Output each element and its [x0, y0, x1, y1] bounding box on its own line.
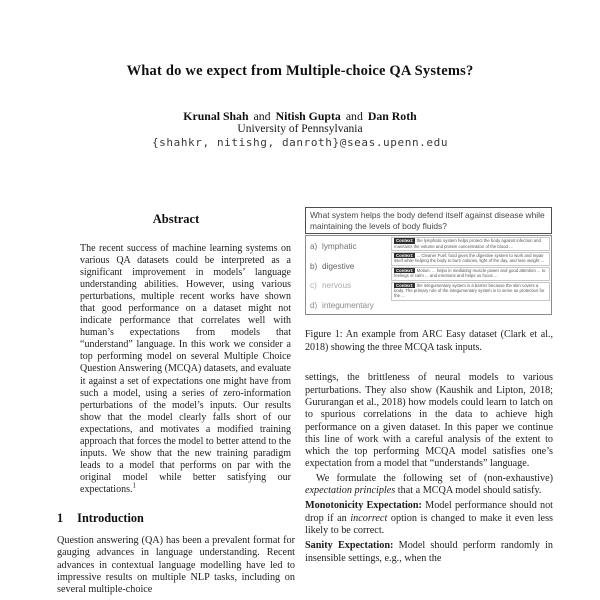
option-row-a [310, 242, 387, 251]
figure-options-box [306, 236, 391, 314]
paragraph-text: We formulate the following set of (non-exhaustive) [316, 472, 553, 484]
section-number: 1 [57, 510, 64, 525]
context-item-b [391, 252, 550, 266]
option-key: d) [310, 300, 318, 310]
paragraph-expectation-principles [305, 473, 553, 498]
footnote-marker: 1 [132, 481, 136, 490]
context-text: Motion: ... helps in mediating muscle power and good attention ... to feelings of calm ... and emotions and helps us focus ... [394, 267, 546, 279]
option-text: digestive [322, 261, 355, 271]
context-item-c [391, 267, 550, 281]
figure-question-box [305, 207, 552, 234]
author-name: Nitish Gupta [275, 109, 341, 123]
context-label: Context: [396, 282, 414, 288]
context-text: the lymphatic system helps protect the body against infection and maintains the volume and protein concentration of the blood ... [394, 238, 541, 249]
abstract-heading: Abstract [152, 212, 200, 226]
affiliation: University of Pennsylvania [237, 123, 363, 135]
left-column [57, 212, 295, 596]
context-text: the integumentary system is a barrier because the skin covers a body. The primary role of the integumentary system is to serve as protection for the ... [394, 282, 545, 299]
expectation-principles-italic: expectation principles [305, 485, 396, 497]
figure-question: What system helps the body defend itself against disease while maintaining the levels of body fluids? [310, 210, 545, 231]
paragraph-settings-brittleness: settings, the brittleness of neural models to various perturbations. They also show (Kaushik and Lipton, 2018; Gururangan et al., 2018) how models could learn to latch on to spurious correlations in the data to achieve high performance on a given dataset. In this paper we continue this line of work with a careful analysis of the extent to which the top performing MCQA model satisfies one’s expectation from a model that “understands” language. [305, 372, 553, 470]
abstract-body: The recent success of machine learning systems on various QA datasets could be interpreted as a significant improvement in models’ language understanding abilities. However, using various perturbations, multiple recent works have shown that good performance on a dataset might not indicate performance that correlates well with human’s expectations from models that “understand” language. In this work we consider a top performing model on several Multiple Choice Question Answering (MCQA) datasets, and evaluate it against a set of expectations one might have from such a model, using a series of zero-information perturbations of the model’s inputs. Our results show that the model clearly falls short of our expectations, and motivates a modified training approach that forces the model to better attend to the inputs. We show that the new training paradigm leads to a model that performs on par with the original model while better satisfying our expectations. [80, 243, 291, 495]
section-title: Introduction [77, 510, 144, 525]
option-text: nervous [322, 281, 352, 291]
option-row-c [310, 281, 387, 290]
option-key: c) [310, 281, 317, 291]
figure-options-contexts-box [305, 235, 552, 315]
email-line: {shahkr, nitishg, danroth}@seas.upenn.edu [151, 136, 449, 149]
right-column [305, 207, 553, 565]
section-heading-introduction [57, 511, 295, 526]
context-label: Context: [396, 267, 414, 273]
and-separator: and [345, 109, 363, 123]
paragraph-text: option is changed to make it even less likely to be correct. [305, 512, 553, 536]
option-text: lymphatic [322, 242, 357, 252]
option-text: integumentary [322, 300, 374, 310]
paragraph-text: that a MCQA model should satisfy. [395, 485, 542, 497]
paragraph-text: Model should perform randomly in insensible settings, e.g., when the [305, 540, 554, 564]
paper-title: What do we expect from Multiple-choice QA Systems? [126, 63, 474, 79]
monotonicity-term: Monotonicity Expectation: [305, 500, 422, 512]
option-row-b [310, 262, 387, 271]
sanity-term: Sanity Expectation: [305, 540, 394, 552]
paragraph-sanity-expectation [305, 540, 553, 565]
context-label: Context: [396, 253, 414, 258]
authors-line [0, 109, 600, 124]
option-key: b) [310, 261, 318, 271]
incorrect-italic: incorrect [350, 512, 388, 524]
abstract-text [80, 243, 291, 496]
option-row-d [310, 301, 387, 310]
figure-caption: Figure 1: An example from ARC Easy dataset (Clark et al., 2018) showing the three MCQA task inputs. [305, 329, 553, 353]
figure-1 [305, 207, 553, 354]
context-item-a [391, 237, 550, 251]
context-item-d [391, 282, 550, 301]
author-name: Dan Roth [367, 109, 417, 123]
figure-contexts [391, 236, 551, 314]
and-separator: and [253, 109, 271, 123]
option-key: a) [310, 242, 318, 252]
paragraph-text: Model performance should not drop if an [305, 500, 553, 524]
intro-paragraph: Question answering (QA) has been a prevalent format for gauging advances in language understanding. Recent advances in contextual language modelling have led to impressive results on multiple NLP tasks, including on several multiple-choice [57, 534, 295, 596]
context-label: Context: [396, 238, 414, 244]
context-text: ... Cleaner Fuel: food gives the digestive system to work and repair itself while helping the body to burn calories, light of the day, and lose weight ... [394, 253, 545, 264]
author-name: Krunal Shah [183, 109, 249, 123]
paragraph-monotonicity-expectation [305, 500, 553, 537]
